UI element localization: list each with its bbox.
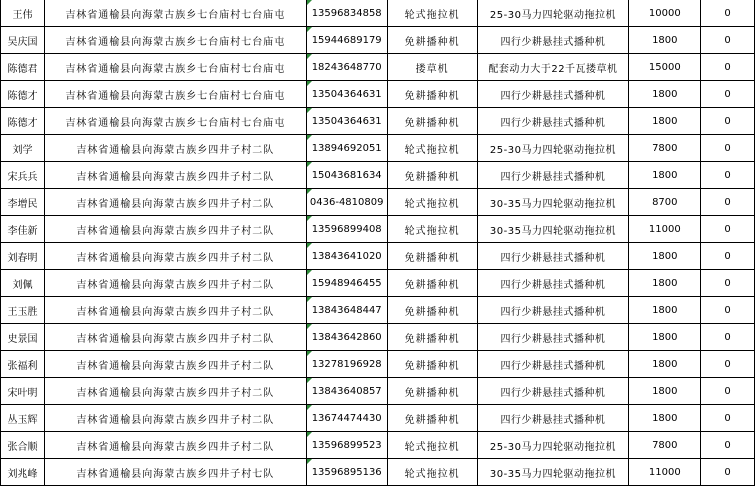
model-cell[interactable]: 四行少耕悬挂式播种机 — [477, 270, 629, 297]
phone-cell[interactable]: 15944689179 — [306, 27, 387, 54]
subsidy-amount-cell[interactable]: 11000 — [629, 216, 701, 243]
table-row — [1, 54, 755, 81]
name-cell[interactable]: 刘学 — [1, 135, 45, 162]
other-amount-cell[interactable]: 0 — [701, 108, 755, 135]
machine-type-cell[interactable]: 免耕播种机 — [387, 324, 477, 351]
phone-cell[interactable]: 13596899408 — [306, 216, 387, 243]
table-row — [1, 459, 755, 486]
subsidy-amount-cell[interactable]: 15000 — [629, 54, 701, 81]
machine-type-cell[interactable]: 搂草机 — [387, 54, 477, 81]
subsidy-amount-cell[interactable]: 11000 — [629, 459, 701, 486]
model-cell[interactable]: 25-30马力四轮驱动拖拉机 — [477, 135, 629, 162]
model-cell[interactable]: 四行少耕悬挂式播种机 — [477, 405, 629, 432]
address-cell[interactable]: 吉林省通榆县向海蒙古族乡四井子村七队 — [44, 459, 306, 486]
name-cell[interactable]: 张合顺 — [1, 432, 45, 459]
address-cell[interactable]: 吉林省通榆县向海蒙古族乡七台庙村七台庙屯 — [44, 81, 306, 108]
address-cell[interactable]: 吉林省通榆县向海蒙古族乡四井子村二队 — [44, 270, 306, 297]
name-cell[interactable]: 史景国 — [1, 324, 45, 351]
machine-type-cell[interactable]: 轮式拖拉机 — [387, 0, 477, 27]
phone-cell[interactable]: 13843648447 — [306, 297, 387, 324]
phone-cell[interactable]: 13596834858 — [306, 0, 387, 27]
table-row — [1, 135, 755, 162]
phone-cell[interactable]: 13596895136 — [306, 459, 387, 486]
machine-type-cell[interactable]: 免耕播种机 — [387, 378, 477, 405]
table-row — [1, 297, 755, 324]
machine-type-cell[interactable]: 轮式拖拉机 — [387, 135, 477, 162]
table-row — [1, 162, 755, 189]
address-cell[interactable]: 吉林省通榆县向海蒙古族乡四井子村二队 — [44, 243, 306, 270]
phone-cell[interactable]: 13894692051 — [306, 135, 387, 162]
machine-type-cell[interactable]: 免耕播种机 — [387, 108, 477, 135]
address-cell[interactable]: 吉林省通榆县向海蒙古族乡四井子村二队 — [44, 189, 306, 216]
table-row — [1, 432, 755, 459]
address-cell[interactable]: 吉林省通榆县向海蒙古族乡七台庙村七台庙屯 — [44, 54, 306, 81]
subsidy-amount-cell[interactable]: 1800 — [629, 270, 701, 297]
table-row — [1, 243, 755, 270]
address-cell[interactable]: 吉林省通榆县向海蒙古族乡四井子村二队 — [44, 378, 306, 405]
machine-type-cell[interactable]: 免耕播种机 — [387, 405, 477, 432]
phone-cell[interactable]: 13843641020 — [306, 243, 387, 270]
other-amount-cell[interactable]: 0 — [701, 432, 755, 459]
model-cell[interactable]: 四行少耕悬挂式播种机 — [477, 81, 629, 108]
name-cell[interactable]: 王玉胜 — [1, 297, 45, 324]
table-row — [1, 216, 755, 243]
name-cell[interactable]: 陈德才 — [1, 108, 45, 135]
name-cell[interactable]: 刘兆峰 — [1, 459, 45, 486]
subsidy-amount-cell[interactable]: 7800 — [629, 135, 701, 162]
model-cell[interactable]: 四行少耕悬挂式播种机 — [477, 324, 629, 351]
address-cell[interactable]: 吉林省通榆县向海蒙古族乡四井子村二队 — [44, 405, 306, 432]
machine-type-cell[interactable]: 免耕播种机 — [387, 351, 477, 378]
phone-cell[interactable]: 13278196928 — [306, 351, 387, 378]
other-amount-cell[interactable]: 0 — [701, 405, 755, 432]
model-cell[interactable]: 四行少耕悬挂式播种机 — [477, 27, 629, 54]
other-amount-cell[interactable]: 0 — [701, 243, 755, 270]
table-row — [1, 405, 755, 432]
machine-type-cell[interactable]: 轮式拖拉机 — [387, 459, 477, 486]
name-cell[interactable]: 宋兵兵 — [1, 162, 45, 189]
name-cell[interactable]: 刘佩 — [1, 270, 45, 297]
machine-type-cell[interactable]: 轮式拖拉机 — [387, 189, 477, 216]
other-amount-cell[interactable]: 0 — [701, 189, 755, 216]
phone-cell[interactable]: 13843640857 — [306, 378, 387, 405]
subsidy-amount-cell[interactable]: 10000 — [629, 0, 701, 27]
other-amount-cell[interactable]: 0 — [701, 378, 755, 405]
phone-cell[interactable]: 0436-4810809 — [306, 189, 387, 216]
phone-cell[interactable]: 15043681634 — [306, 162, 387, 189]
model-cell[interactable]: 30-35马力四轮驱动拖拉机 — [477, 216, 629, 243]
name-cell[interactable]: 宋叶明 — [1, 378, 45, 405]
subsidy-amount-cell[interactable]: 1800 — [629, 162, 701, 189]
model-cell[interactable]: 25-30马力四轮驱动拖拉机 — [477, 0, 629, 27]
model-cell[interactable]: 30-35马力四轮驱动拖拉机 — [477, 459, 629, 486]
other-amount-cell[interactable]: 0 — [701, 54, 755, 81]
table-row — [1, 0, 755, 27]
machine-type-cell[interactable]: 免耕播种机 — [387, 27, 477, 54]
name-cell[interactable]: 王伟 — [1, 0, 45, 27]
machine-type-cell[interactable]: 免耕播种机 — [387, 297, 477, 324]
address-cell[interactable]: 吉林省通榆县向海蒙古族乡四井子村二队 — [44, 162, 306, 189]
model-cell[interactable]: 25-30马力四轮驱动拖拉机 — [477, 432, 629, 459]
machine-type-cell[interactable]: 轮式拖拉机 — [387, 432, 477, 459]
name-cell[interactable]: 丛玉辉 — [1, 405, 45, 432]
other-amount-cell[interactable]: 0 — [701, 297, 755, 324]
address-cell[interactable]: 吉林省通榆县向海蒙古族乡四井子村二队 — [44, 324, 306, 351]
phone-cell[interactable]: 13674474430 — [306, 405, 387, 432]
table-row — [1, 189, 755, 216]
phone-cell[interactable]: 18243648770 — [306, 54, 387, 81]
table-row — [1, 351, 755, 378]
name-cell[interactable]: 吴庆国 — [1, 27, 45, 54]
phone-cell[interactable]: 13504364631 — [306, 108, 387, 135]
table-row — [1, 324, 755, 351]
phone-cell[interactable]: 13843642860 — [306, 324, 387, 351]
model-cell[interactable]: 四行少耕悬挂式播种机 — [477, 297, 629, 324]
address-cell[interactable]: 吉林省通榆县向海蒙古族乡四井子村二队 — [44, 216, 306, 243]
subsidy-amount-cell[interactable]: 1800 — [629, 81, 701, 108]
other-amount-cell[interactable]: 0 — [701, 459, 755, 486]
table-row — [1, 27, 755, 54]
subsidy-amount-cell[interactable]: 1800 — [629, 324, 701, 351]
name-cell[interactable]: 张福利 — [1, 351, 45, 378]
name-cell[interactable]: 李增民 — [1, 189, 45, 216]
machine-type-cell[interactable]: 免耕播种机 — [387, 243, 477, 270]
subsidy-amount-cell[interactable]: 1800 — [629, 378, 701, 405]
name-cell[interactable]: 刘春明 — [1, 243, 45, 270]
machine-type-cell[interactable]: 轮式拖拉机 — [387, 216, 477, 243]
subsidy-amount-cell[interactable]: 1800 — [629, 27, 701, 54]
model-cell[interactable]: 四行少耕悬挂式播种机 — [477, 108, 629, 135]
subsidy-amount-cell[interactable]: 1800 — [629, 243, 701, 270]
table-body — [1, 0, 755, 486]
subsidy-amount-cell[interactable]: 8700 — [629, 189, 701, 216]
name-cell[interactable]: 陈德才 — [1, 81, 45, 108]
other-amount-cell[interactable]: 0 — [701, 27, 755, 54]
other-amount-cell[interactable]: 0 — [701, 81, 755, 108]
other-amount-cell[interactable]: 0 — [701, 135, 755, 162]
subsidy-amount-cell[interactable]: 1800 — [629, 405, 701, 432]
subsidy-amount-cell[interactable]: 1800 — [629, 297, 701, 324]
other-amount-cell[interactable]: 0 — [701, 270, 755, 297]
address-cell[interactable]: 吉林省通榆县向海蒙古族乡七台庙村七台庙屯 — [44, 27, 306, 54]
machine-type-cell[interactable]: 免耕播种机 — [387, 270, 477, 297]
table-row — [1, 81, 755, 108]
model-cell[interactable]: 配套动力大于22千瓦搂草机 — [477, 54, 629, 81]
model-cell[interactable]: 30-35马力四轮驱动拖拉机 — [477, 189, 629, 216]
phone-cell[interactable]: 15948946455 — [306, 270, 387, 297]
other-amount-cell[interactable]: 0 — [701, 0, 755, 27]
address-cell[interactable]: 吉林省通榆县向海蒙古族乡七台庙村七台庙屯 — [44, 108, 306, 135]
model-cell[interactable]: 四行少耕悬挂式播种机 — [477, 162, 629, 189]
model-cell[interactable]: 四行少耕悬挂式播种机 — [477, 351, 629, 378]
model-cell[interactable]: 四行少耕悬挂式播种机 — [477, 378, 629, 405]
table-row — [1, 378, 755, 405]
name-cell[interactable]: 陈德君 — [1, 54, 45, 81]
address-cell[interactable]: 吉林省通榆县向海蒙古族乡七台庙村七台庙屯 — [44, 0, 306, 27]
table-row — [1, 270, 755, 297]
machine-type-cell[interactable]: 免耕播种机 — [387, 81, 477, 108]
subsidy-amount-cell[interactable]: 1800 — [629, 108, 701, 135]
name-cell[interactable]: 李佳新 — [1, 216, 45, 243]
address-cell[interactable]: 吉林省通榆县向海蒙古族乡四井子村二队 — [44, 432, 306, 459]
subsidy-amount-cell[interactable]: 7800 — [629, 432, 701, 459]
other-amount-cell[interactable]: 0 — [701, 324, 755, 351]
subsidy-amount-cell[interactable]: 1800 — [629, 351, 701, 378]
phone-cell[interactable]: 13504364631 — [306, 81, 387, 108]
other-amount-cell[interactable]: 0 — [701, 216, 755, 243]
phone-cell[interactable]: 13596899523 — [306, 432, 387, 459]
table-row — [1, 108, 755, 135]
model-cell[interactable]: 四行少耕悬挂式播种机 — [477, 243, 629, 270]
other-amount-cell[interactable]: 0 — [701, 162, 755, 189]
address-cell[interactable]: 吉林省通榆县向海蒙古族乡四井子村二队 — [44, 135, 306, 162]
address-cell[interactable]: 吉林省通榆县向海蒙古族乡四井子村二队 — [44, 351, 306, 378]
machine-type-cell[interactable]: 免耕播种机 — [387, 162, 477, 189]
other-amount-cell[interactable]: 0 — [701, 351, 755, 378]
address-cell[interactable]: 吉林省通榆县向海蒙古族乡四井子村二队 — [44, 297, 306, 324]
